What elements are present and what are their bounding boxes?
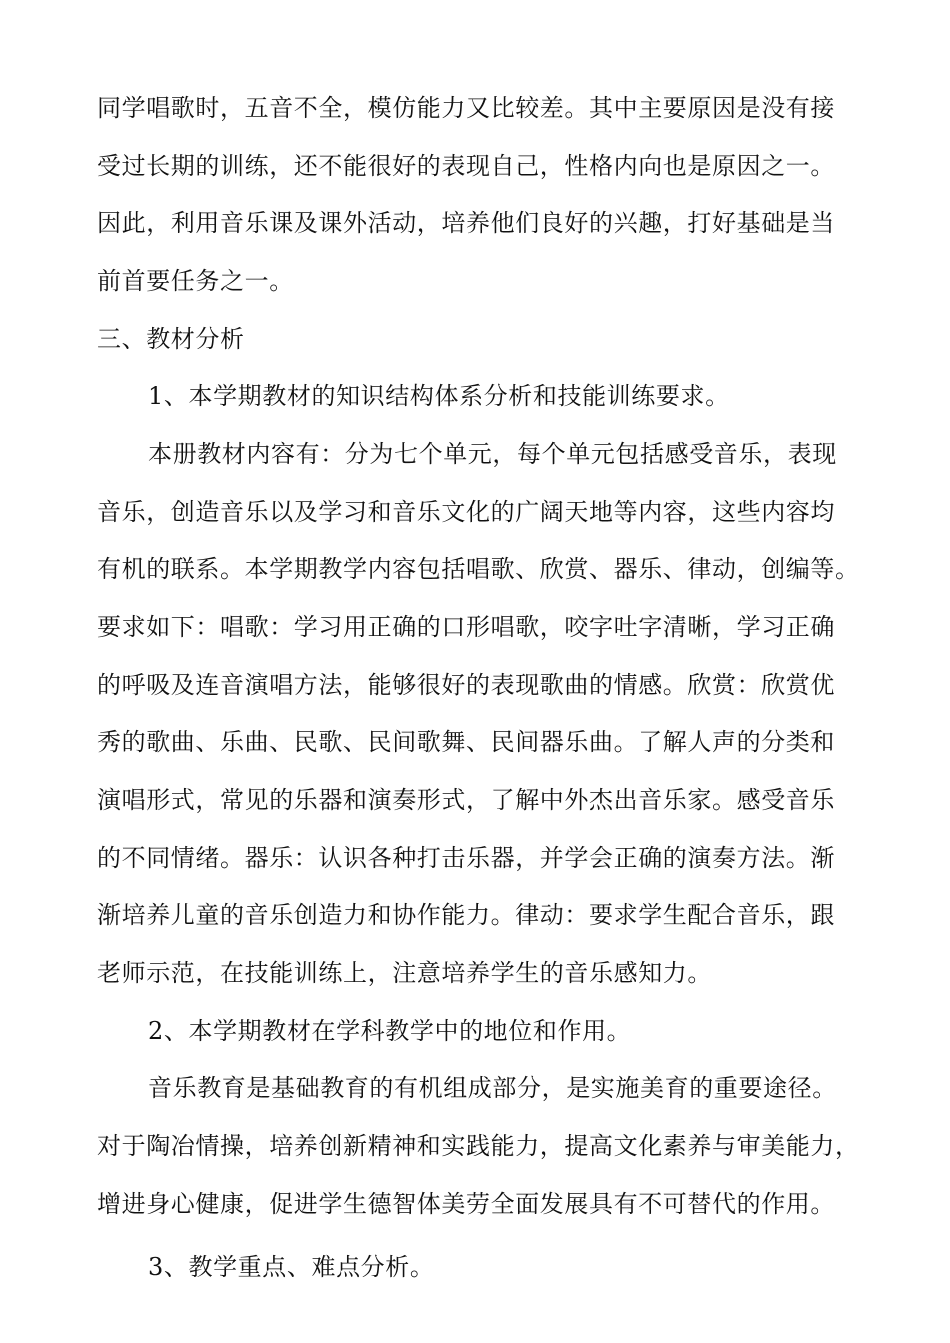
body-text-line: 前首要任务之一。 bbox=[97, 267, 294, 295]
body-text-line: 的不同情绪。器乐：认识各种打击乐器，并学会正确的演奏方法。渐 bbox=[97, 844, 835, 872]
body-text-line: 要求如下：唱歌：学习用正确的口形唱歌，咬字吐字清晰，学习正确 bbox=[97, 613, 835, 641]
body-text-line: 对于陶冶情操，培养创新精神和实践能力，提高文化素养与审美能力， bbox=[97, 1132, 860, 1160]
body-text-line: 本册教材内容有：分为七个单元，每个单元包括感受音乐，表现 bbox=[148, 440, 837, 468]
section-heading: 三、教材分析 bbox=[97, 325, 245, 353]
body-text-line: 演唱形式，常见的乐器和演奏形式，了解中外杰出音乐家。感受音乐 bbox=[97, 786, 835, 814]
body-text-line: 的呼吸及连音演唱方法，能够很好的表现歌曲的情感。欣赏：欣赏优 bbox=[97, 671, 835, 699]
body-text-line: 音乐教育是基础教育的有机组成部分，是实施美育的重要途径。 bbox=[148, 1074, 837, 1102]
body-text-line: 因此，利用音乐课及课外活动，培养他们良好的兴趣，打好基础是当 bbox=[97, 209, 835, 237]
body-text-line: 受过长期的训练，还不能很好的表现自己，性格内向也是原因之一。 bbox=[97, 152, 835, 180]
body-text-line: 有机的联系。本学期教学内容包括唱歌、欣赏、器乐、律动，创编等。 bbox=[97, 555, 860, 583]
subsection-heading: 3、教学重点、难点分析。 bbox=[148, 1253, 435, 1281]
subsection-heading: 1、本学期教材的知识结构体系分析和技能训练要求。 bbox=[148, 382, 730, 410]
body-text-line: 秀的歌曲、乐曲、民歌、民间歌舞、民间器乐曲。了解人声的分类和 bbox=[97, 728, 835, 756]
body-text-line: 音乐，创造音乐以及学习和音乐文化的广阔天地等内容，这些内容均 bbox=[97, 498, 835, 526]
subsection-heading: 2、本学期教材在学科教学中的地位和作用。 bbox=[148, 1017, 632, 1045]
body-text-line: 同学唱歌时，五音不全，模仿能力又比较差。其中主要原因是没有接 bbox=[97, 94, 835, 122]
body-text-line: 渐培养儿童的音乐创造力和协作能力。律动：要求学生配合音乐，跟 bbox=[97, 901, 835, 929]
body-text-line: 增进身心健康，促进学生德智体美劳全面发展具有不可替代的作用。 bbox=[97, 1190, 835, 1218]
body-text-line: 老师示范，在技能训练上，注意培养学生的音乐感知力。 bbox=[97, 959, 712, 987]
